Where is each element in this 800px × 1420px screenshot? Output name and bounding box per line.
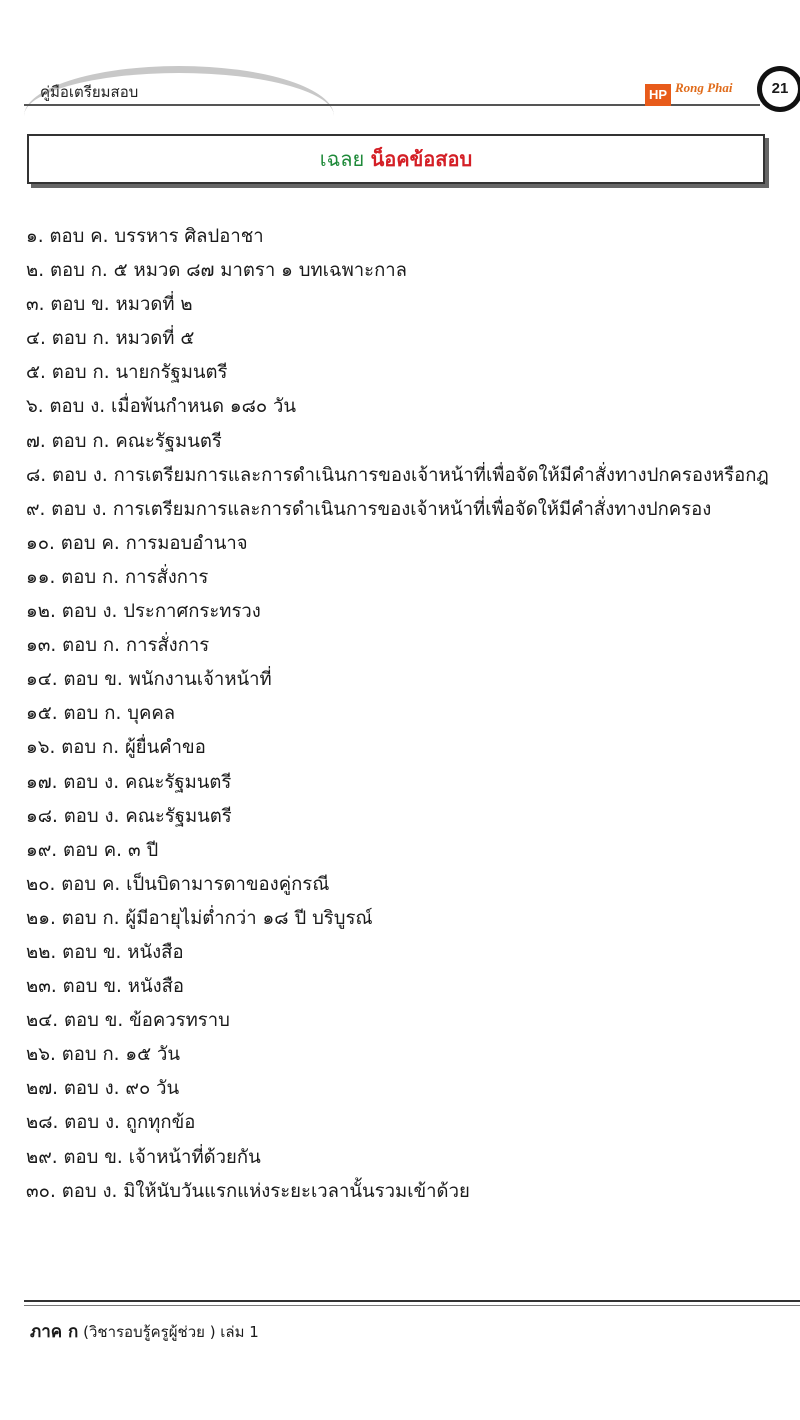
answer-item: ๓. ตอบ ข. หมวดที่ ๒: [26, 294, 193, 316]
answer-item: ๒๖. ตอบ ก. ๑๕ วัน: [26, 1044, 181, 1066]
answer-item: ๙. ตอบ ง. การเตรียมการและการดำเนินการของเจ้าหน้าที่เพื่อจัดให้มีคำสั่งทางปกครอง: [26, 498, 712, 520]
answer-item: ๒๑. ตอบ ก. ผู้มีอายุไม่ต่ำกว่า ๑๘ ปี บริบูรณ์: [26, 907, 373, 929]
section-title-box: [27, 134, 765, 184]
publisher-logo: [645, 80, 760, 106]
answer-item: ๔. ตอบ ก. หมวดที่ ๕: [26, 328, 195, 350]
title-knock-exam: น็อคข้อสอบ: [370, 147, 473, 171]
title-answer-key: เฉลย: [319, 147, 365, 171]
footer: [30, 1318, 259, 1345]
footer-subject: (วิชารอบรู้ครูผู้ช่วย ) เล่ม 1: [83, 1323, 259, 1341]
answer-item: ๒๙. ตอบ ข. เจ้าหน้าที่ด้วยกัน: [26, 1146, 261, 1168]
logo-brand: Rong Phai: [675, 80, 733, 95]
answer-item: ๗. ตอบ ก. คณะรัฐมนตรี: [26, 430, 222, 452]
answer-item: ๑๔. ตอบ ข. พนักงานเจ้าหน้าที่: [26, 669, 272, 691]
answer-item: ๒๓. ตอบ ข. หนังสือ: [26, 976, 185, 998]
answer-item: ๑๐. ตอบ ค. การมอบอำนาจ: [26, 532, 248, 554]
book-title: คู่มือเตรียมสอบ: [40, 83, 139, 101]
answer-item: ๒๘. ตอบ ง. ถูกทุกข้อ: [26, 1112, 196, 1134]
answer-item: ๒๗. ตอบ ง. ๙๐ วัน: [26, 1078, 180, 1100]
answer-item: ๓๐. ตอบ ง. มิให้นับวันแรกแห่งระยะเวลานั้นรวมเข้าด้วย: [26, 1180, 470, 1202]
answer-item: ๕. ตอบ ก. นายกรัฐมนตรี: [26, 362, 228, 384]
logo-badge: HP: [645, 84, 671, 106]
answer-item: ๑๗. ตอบ ง. คณะรัฐมนตรี: [26, 771, 232, 793]
answer-item: ๖. ตอบ ง. เมื่อพ้นกำหนด ๑๘๐ วัน: [26, 396, 297, 418]
footer-divider: [24, 1300, 800, 1302]
answer-item: ๑. ตอบ ค. บรรหาร ศิลปอาชา: [26, 226, 264, 247]
answer-item: ๒๔. ตอบ ข. ข้อควรทราบ: [26, 1010, 230, 1032]
answer-item: ๑๑. ตอบ ก. การสั่งการ: [26, 566, 209, 588]
page-number-badge: [757, 66, 800, 112]
answer-item: ๒. ตอบ ก. ๕ หมวด ๘๗ มาตรา ๑ บทเฉพาะกาล: [26, 260, 408, 282]
answer-item: ๑๕. ตอบ ก. บุคคล: [26, 703, 176, 725]
footer-part-label: ภาค ก: [30, 1322, 79, 1342]
answer-item: ๒๐. ตอบ ค. เป็นบิดามารดาของคู่กรณี: [26, 873, 330, 895]
answer-item: ๑๘. ตอบ ง. คณะรัฐมนตรี: [26, 805, 232, 827]
answer-item: ๑๖. ตอบ ก. ผู้ยื่นคำขอ: [26, 737, 206, 759]
answer-item: ๑๒. ตอบ ง. ประกาศกระทรวง: [26, 601, 261, 623]
page-number: 21: [762, 71, 798, 107]
answer-item: ๒๒. ตอบ ข. หนังสือ: [26, 941, 184, 963]
footer-divider-thin: [24, 1305, 800, 1306]
answer-item: ๘. ตอบ ง. การเตรียมการและการดำเนินการของเจ้าหน้าที่เพื่อจัดให้มีคำสั่งทางปกครองหรือกฎ: [26, 464, 769, 486]
answer-item: ๑๙. ตอบ ค. ๓ ปี: [26, 839, 159, 861]
answer-list: [26, 220, 786, 1209]
answer-item: ๑๓. ตอบ ก. การสั่งการ: [26, 635, 210, 657]
